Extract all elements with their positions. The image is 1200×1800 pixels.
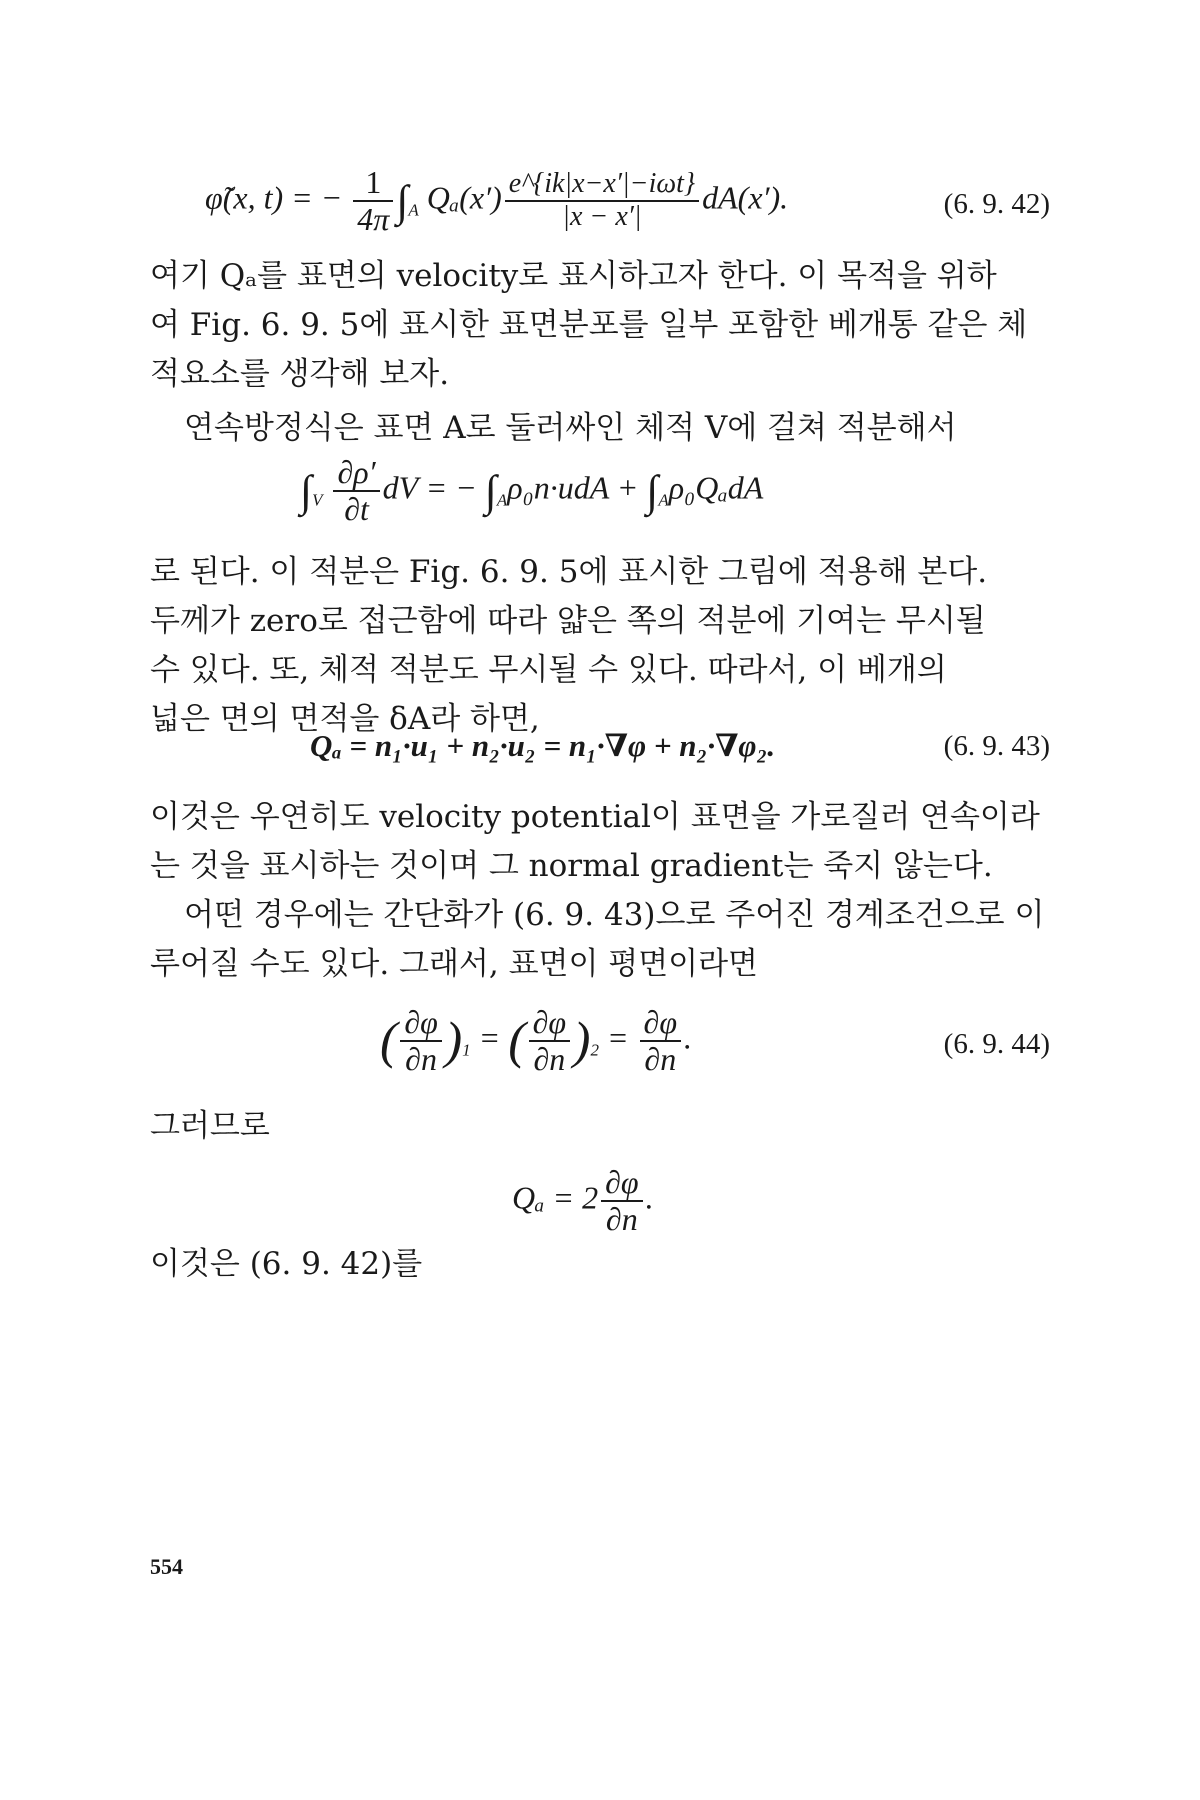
continuity-fraction (333, 455, 379, 527)
page-number: 554 (150, 1554, 183, 1579)
text-line: 로 된다. 이 적분은 Fig. 6. 9. 5에 표시한 그림에 적용해 본다. (150, 554, 988, 590)
text-line: 두께가 zero로 접근함에 따라 얇은 쪽의 적분에 기여는 무시될 (150, 603, 986, 639)
text-line: 는 것을 표시하는 것이며 그 normal gradient는 죽지 않는다. (150, 848, 993, 884)
paragraph-6 (150, 1102, 1050, 1151)
eq42-exp-num: e^{ik|x−x′|−iωt} (505, 169, 699, 202)
continuity-term-1: dV = − (382, 469, 477, 506)
continuity-term-2: ρ₀n·udA + (507, 469, 639, 506)
text-line: 여 Fig. 6. 9. 5에 표시한 표면분포를 일부 포함한 베개통 같은 체 (150, 307, 1028, 343)
eq44-num-2: ∂φ (529, 1005, 571, 1042)
text-line: 그러므로 (150, 1108, 270, 1144)
paragraph-1 (150, 252, 1050, 399)
paragraph-2 (150, 404, 1050, 453)
equation-6-9-44 (380, 1005, 692, 1077)
integral-sign: ∫ (396, 176, 409, 226)
equation-continuity (300, 455, 763, 527)
integral-subscript: V (312, 490, 323, 510)
period: . (684, 1019, 693, 1056)
integral-subscript: A (496, 490, 508, 510)
paragraph-5 (150, 891, 1050, 989)
integral-subscript: A (658, 490, 669, 510)
eq42-coef-num: 1 (353, 165, 393, 202)
text-line: 이것은 (6. 9. 42)를 (150, 1246, 423, 1282)
eq44-den-1: ∂n (405, 1041, 437, 1078)
eq42-tail: dA(x′). (702, 179, 789, 216)
equation-6-9-43: Qₐ = n₁·u₁ + n₂·u₂ = n₁·∇φ + n₂·∇φ₂. (310, 728, 776, 763)
eq42-coefficient (353, 165, 393, 237)
open-paren: ( (508, 1012, 526, 1070)
continuity-den: ∂t (344, 491, 369, 528)
qa-num: ∂φ (601, 1165, 643, 1202)
text-line: 수 있다. 또, 체적 적분도 무시될 수 있다. 따라서, 이 베개의 (150, 652, 947, 688)
qa-den: ∂n (605, 1201, 638, 1238)
text-line: 루어질 수도 있다. 그래서, 표면이 평면이라면 (150, 946, 759, 982)
equals-sign: = (478, 1019, 509, 1056)
eq42-coef-den: 4π (357, 201, 390, 238)
period: . (645, 1179, 654, 1216)
qa-lhs: Qₐ = 2 (512, 1179, 599, 1216)
eq42-exp-den: |x − x′| (562, 201, 642, 233)
equation-number-6-9-42: (6. 9. 42) (943, 188, 1050, 220)
eq44-frac-3 (640, 1005, 682, 1077)
eq44-num-3: ∂φ (640, 1005, 682, 1042)
integral-sign: ∫ (646, 466, 659, 516)
paragraph-3 (150, 548, 1050, 744)
text-line: 여기 Qₐ를 표면의 velocity로 표시하고자 한다. 이 목적을 위하 (150, 258, 997, 294)
text-line: 이것은 우연히도 velocity potential이 표면을 가로질러 연속이라 (150, 799, 1040, 835)
text-line: 연속방정식은 표면 A로 둘러싸인 체적 V에 걸쳐 적분해서 (184, 410, 957, 446)
integral-sign: ∫ (300, 466, 313, 516)
eq44-den-2: ∂n (533, 1041, 566, 1078)
continuity-term-3: ρ₀QₐdA (668, 469, 764, 506)
subscript-2: 2 (590, 1040, 599, 1060)
eq44-frac-1 (400, 1005, 442, 1077)
equation-6-9-42 (205, 165, 788, 237)
continuity-num: ∂ρ′ (333, 455, 379, 492)
subscript-1: 1 (462, 1040, 471, 1060)
qa-fraction (601, 1165, 643, 1237)
equation-qa (512, 1165, 654, 1237)
eq42-lhs: φ̃(x, t) = − (205, 179, 343, 216)
equation-number-6-9-44: (6. 9. 44) (943, 1028, 1050, 1060)
text-line: 넓은 면의 면적을 δA라 하면, (150, 701, 540, 737)
eq44-frac-2 (529, 1005, 571, 1077)
text-line: 적요소를 생각해 보자. (150, 356, 450, 392)
open-paren: ( (380, 1012, 398, 1070)
paragraph-4 (150, 793, 1050, 891)
close-paren: ) (573, 1012, 591, 1070)
paragraph-7 (150, 1240, 1050, 1289)
eq42-integrand: Qₐ(x′) (426, 179, 502, 216)
text-line: 어떤 경우에는 간단화가 (6. 9. 43)으로 주어진 경계조건으로 이 (184, 897, 1045, 933)
integral-subscript: A (408, 200, 419, 220)
eq44-num-1: ∂φ (400, 1005, 442, 1042)
equation-number-6-9-43: (6. 9. 43) (943, 730, 1050, 762)
eq44-den-3: ∂n (644, 1041, 677, 1078)
integral-sign: ∫ (484, 466, 497, 516)
eq42-exp-fraction (505, 169, 699, 233)
close-paren: ) (444, 1012, 463, 1070)
equals-sign: = (606, 1019, 637, 1056)
